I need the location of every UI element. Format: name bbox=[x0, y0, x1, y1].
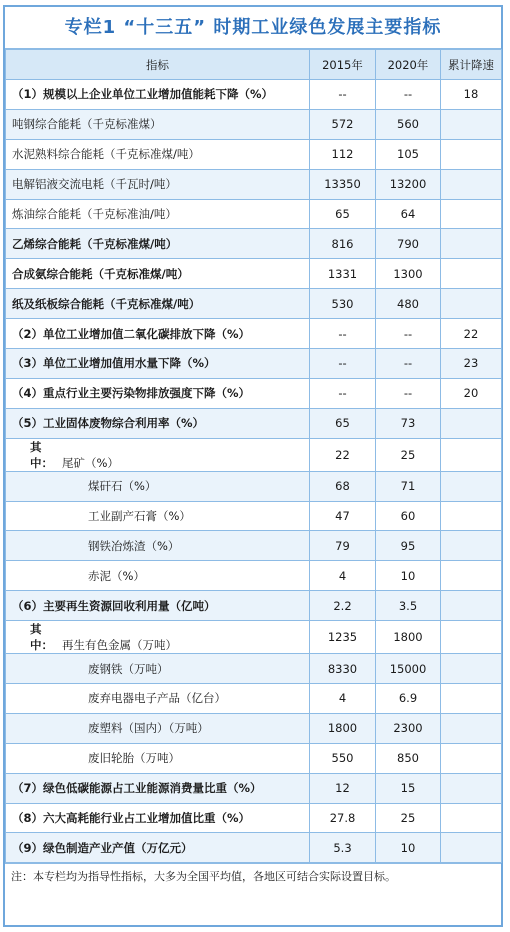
value-cumulative-rate bbox=[441, 531, 502, 561]
table-row bbox=[6, 501, 502, 531]
table-row bbox=[6, 80, 502, 110]
value-2015: 8330 bbox=[310, 654, 376, 684]
indicator-label: （8）六大高耗能行业占工业增加值比重（%） bbox=[12, 811, 251, 826]
value-2020: 25 bbox=[376, 438, 441, 471]
indicator-cell bbox=[6, 684, 310, 714]
value-2015: -- bbox=[310, 80, 376, 110]
indicator-cell bbox=[6, 471, 310, 501]
indicator-cell bbox=[6, 833, 310, 863]
value-cumulative-rate bbox=[441, 684, 502, 714]
value-2015: -- bbox=[310, 319, 376, 349]
indicator-label: 废钢铁（万吨） bbox=[88, 661, 169, 676]
value-2020: 850 bbox=[376, 743, 441, 773]
value-cumulative-rate: 20 bbox=[441, 378, 502, 408]
value-2015: 12 bbox=[310, 773, 376, 803]
value-2020: -- bbox=[376, 319, 441, 349]
value-cumulative-rate bbox=[441, 109, 502, 139]
value-cumulative-rate: 23 bbox=[441, 349, 502, 379]
value-2020: 560 bbox=[376, 109, 441, 139]
table-row bbox=[6, 199, 502, 229]
value-2015: 4 bbox=[310, 561, 376, 591]
subitem-lead: 其中： bbox=[30, 622, 53, 653]
header-indicator: 指标 bbox=[6, 50, 310, 80]
indicator-cell bbox=[6, 561, 310, 591]
page-title: 专栏1 “十三五” 时期工业绿色发展主要指标 bbox=[5, 7, 501, 49]
value-cumulative-rate bbox=[441, 713, 502, 743]
indicator-label: 工业副产石膏（%） bbox=[88, 509, 191, 524]
indicator-cell bbox=[6, 408, 310, 438]
header-2020: 2020年 bbox=[376, 50, 441, 80]
table-row bbox=[6, 773, 502, 803]
value-cumulative-rate bbox=[441, 803, 502, 833]
indicator-label: 废塑料（国内）（万吨） bbox=[88, 721, 209, 736]
indicator-label: （9）绿色制造产业产值（万亿元） bbox=[12, 840, 193, 855]
indicator-label: 吨钢综合能耗（千克标准煤） bbox=[12, 117, 162, 132]
value-2015: 572 bbox=[310, 109, 376, 139]
value-2015: 5.3 bbox=[310, 833, 376, 863]
indicator-cell bbox=[6, 501, 310, 531]
table-row bbox=[6, 319, 502, 349]
indicator-label: 炼油综合能耗（千克标准油/吨） bbox=[12, 207, 177, 221]
indicator-cell bbox=[6, 259, 310, 289]
indicator-label: （3）单位工业增加值用水量下降（%） bbox=[12, 356, 216, 371]
indicator-label: 废弃电器电子产品（亿台） bbox=[88, 691, 226, 706]
value-2020: -- bbox=[376, 349, 441, 379]
value-2020: -- bbox=[376, 378, 441, 408]
indicator-cell bbox=[6, 773, 310, 803]
indicator-label: 纸及纸板综合能耗（千克标准煤/吨） bbox=[12, 296, 201, 311]
indicator-label: 乙烯综合能耗（千克标准煤/吨） bbox=[12, 236, 178, 251]
table-row bbox=[6, 833, 502, 863]
value-2020: -- bbox=[376, 80, 441, 110]
value-2020: 105 bbox=[376, 139, 441, 169]
value-2015: 65 bbox=[310, 408, 376, 438]
indicator-label: 废旧轮胎（万吨） bbox=[88, 751, 180, 766]
table-row bbox=[6, 743, 502, 773]
value-2015: 112 bbox=[310, 139, 376, 169]
table-row bbox=[6, 591, 502, 621]
table-row bbox=[6, 229, 502, 259]
table-row bbox=[6, 684, 502, 714]
indicator-cell bbox=[6, 713, 310, 743]
value-2020: 13200 bbox=[376, 169, 441, 199]
indicator-cell bbox=[6, 591, 310, 621]
indicator-cell bbox=[6, 139, 310, 169]
indicator-label: （6）主要再生资源回收利用量（亿吨） bbox=[12, 598, 216, 613]
table-row bbox=[6, 438, 502, 471]
value-2020: 10 bbox=[376, 833, 441, 863]
table-row bbox=[6, 531, 502, 561]
header-2015: 2015年 bbox=[310, 50, 376, 80]
value-cumulative-rate bbox=[441, 561, 502, 591]
indicator-label: 再生有色金属（万吨） bbox=[62, 638, 177, 653]
indicator-label: 尾矿（%） bbox=[62, 455, 119, 470]
value-2020: 3.5 bbox=[376, 591, 441, 621]
value-2015: 79 bbox=[310, 531, 376, 561]
table-row bbox=[6, 408, 502, 438]
indicator-cell bbox=[6, 169, 310, 199]
value-2015: 2.2 bbox=[310, 591, 376, 621]
value-2020: 790 bbox=[376, 229, 441, 259]
value-2020: 95 bbox=[376, 531, 441, 561]
value-2015: -- bbox=[310, 378, 376, 408]
value-2020: 15 bbox=[376, 773, 441, 803]
indicator-label: 合成氨综合能耗（千克标准煤/吨） bbox=[12, 266, 189, 281]
value-2020: 6.9 bbox=[376, 684, 441, 714]
value-2015: -- bbox=[310, 349, 376, 379]
value-2020: 10 bbox=[376, 561, 441, 591]
value-cumulative-rate bbox=[441, 501, 502, 531]
table-row bbox=[6, 109, 502, 139]
value-cumulative-rate bbox=[441, 289, 502, 319]
table-header-row bbox=[6, 50, 502, 80]
value-cumulative-rate bbox=[441, 259, 502, 289]
indicator-cell bbox=[6, 199, 310, 229]
indicator-cell bbox=[6, 319, 310, 349]
value-2020: 60 bbox=[376, 501, 441, 531]
value-2015: 1800 bbox=[310, 713, 376, 743]
value-2015: 65 bbox=[310, 199, 376, 229]
value-2015: 816 bbox=[310, 229, 376, 259]
indicator-label: （2）单位工业增加值二氧化碳排放下降（%） bbox=[12, 326, 251, 341]
indicator-label: （4）重点行业主要污染物排放强度下降（%） bbox=[12, 386, 251, 401]
value-2020: 25 bbox=[376, 803, 441, 833]
value-cumulative-rate: 18 bbox=[441, 80, 502, 110]
indicator-cell bbox=[6, 743, 310, 773]
table-row bbox=[6, 378, 502, 408]
value-cumulative-rate bbox=[441, 139, 502, 169]
value-2020: 64 bbox=[376, 199, 441, 229]
table-row bbox=[6, 803, 502, 833]
table-row bbox=[6, 349, 502, 379]
value-cumulative-rate: 22 bbox=[441, 319, 502, 349]
table-body bbox=[6, 80, 502, 863]
value-2015: 13350 bbox=[310, 169, 376, 199]
value-2020: 1800 bbox=[376, 621, 441, 654]
table-row bbox=[6, 713, 502, 743]
indicator-cell bbox=[6, 349, 310, 379]
value-2020: 15000 bbox=[376, 654, 441, 684]
subitem-lead: 其中： bbox=[30, 439, 53, 470]
indicator-cell bbox=[6, 109, 310, 139]
table-row bbox=[6, 621, 502, 654]
value-cumulative-rate bbox=[441, 471, 502, 501]
value-2020: 71 bbox=[376, 471, 441, 501]
indicator-cell bbox=[6, 378, 310, 408]
value-cumulative-rate bbox=[441, 169, 502, 199]
table-row bbox=[6, 289, 502, 319]
indicator-label: 煤矸石（%） bbox=[88, 479, 157, 494]
value-2015: 47 bbox=[310, 501, 376, 531]
value-2015: 22 bbox=[310, 438, 376, 471]
table-row bbox=[6, 471, 502, 501]
indicator-label: 赤泥（%） bbox=[88, 568, 145, 583]
value-2020: 2300 bbox=[376, 713, 441, 743]
footnote: 注：本专栏均为指导性指标，大多为全国平均值，各地区可结合实际设置目标。 bbox=[5, 863, 501, 890]
indicator-table bbox=[5, 49, 502, 863]
indicator-cell bbox=[6, 438, 310, 471]
indicator-label: 电解铝液交流电耗（千瓦时/吨） bbox=[12, 177, 177, 192]
value-2015: 27.8 bbox=[310, 803, 376, 833]
value-2015: 530 bbox=[310, 289, 376, 319]
indicator-cell bbox=[6, 229, 310, 259]
indicator-label: （5）工业固体废物综合利用率（%） bbox=[12, 416, 205, 431]
value-cumulative-rate bbox=[441, 621, 502, 654]
table-row bbox=[6, 139, 502, 169]
indicator-cell bbox=[6, 289, 310, 319]
value-cumulative-rate bbox=[441, 654, 502, 684]
indicator-cell bbox=[6, 803, 310, 833]
value-cumulative-rate bbox=[441, 408, 502, 438]
value-cumulative-rate bbox=[441, 833, 502, 863]
value-2015: 4 bbox=[310, 684, 376, 714]
indicator-cell bbox=[6, 531, 310, 561]
value-2020: 1300 bbox=[376, 259, 441, 289]
indicator-label: 水泥熟料综合能耗（千克标准煤/吨） bbox=[12, 147, 200, 162]
indicator-table-panel bbox=[3, 5, 503, 927]
value-cumulative-rate bbox=[441, 591, 502, 621]
value-2015: 68 bbox=[310, 471, 376, 501]
table-row bbox=[6, 654, 502, 684]
value-2015: 1235 bbox=[310, 621, 376, 654]
table-row bbox=[6, 259, 502, 289]
table-row bbox=[6, 169, 502, 199]
value-2015: 550 bbox=[310, 743, 376, 773]
value-cumulative-rate bbox=[441, 229, 502, 259]
header-cumulative-rate: 累计降速 bbox=[441, 50, 502, 80]
indicator-label: （7）绿色低碳能源占工业能源消费量比重（%） bbox=[12, 781, 262, 796]
indicator-label: 钢铁冶炼渣（%） bbox=[88, 538, 180, 553]
value-2020: 480 bbox=[376, 289, 441, 319]
value-cumulative-rate bbox=[441, 438, 502, 471]
table-row bbox=[6, 561, 502, 591]
indicator-label: （1）规模以上企业单位工业增加值能耗下降（%） bbox=[12, 87, 274, 102]
indicator-cell bbox=[6, 80, 310, 110]
value-2015: 1331 bbox=[310, 259, 376, 289]
value-2020: 73 bbox=[376, 408, 441, 438]
indicator-cell bbox=[6, 654, 310, 684]
value-cumulative-rate bbox=[441, 199, 502, 229]
value-cumulative-rate bbox=[441, 773, 502, 803]
value-cumulative-rate bbox=[441, 743, 502, 773]
indicator-cell bbox=[6, 621, 310, 654]
